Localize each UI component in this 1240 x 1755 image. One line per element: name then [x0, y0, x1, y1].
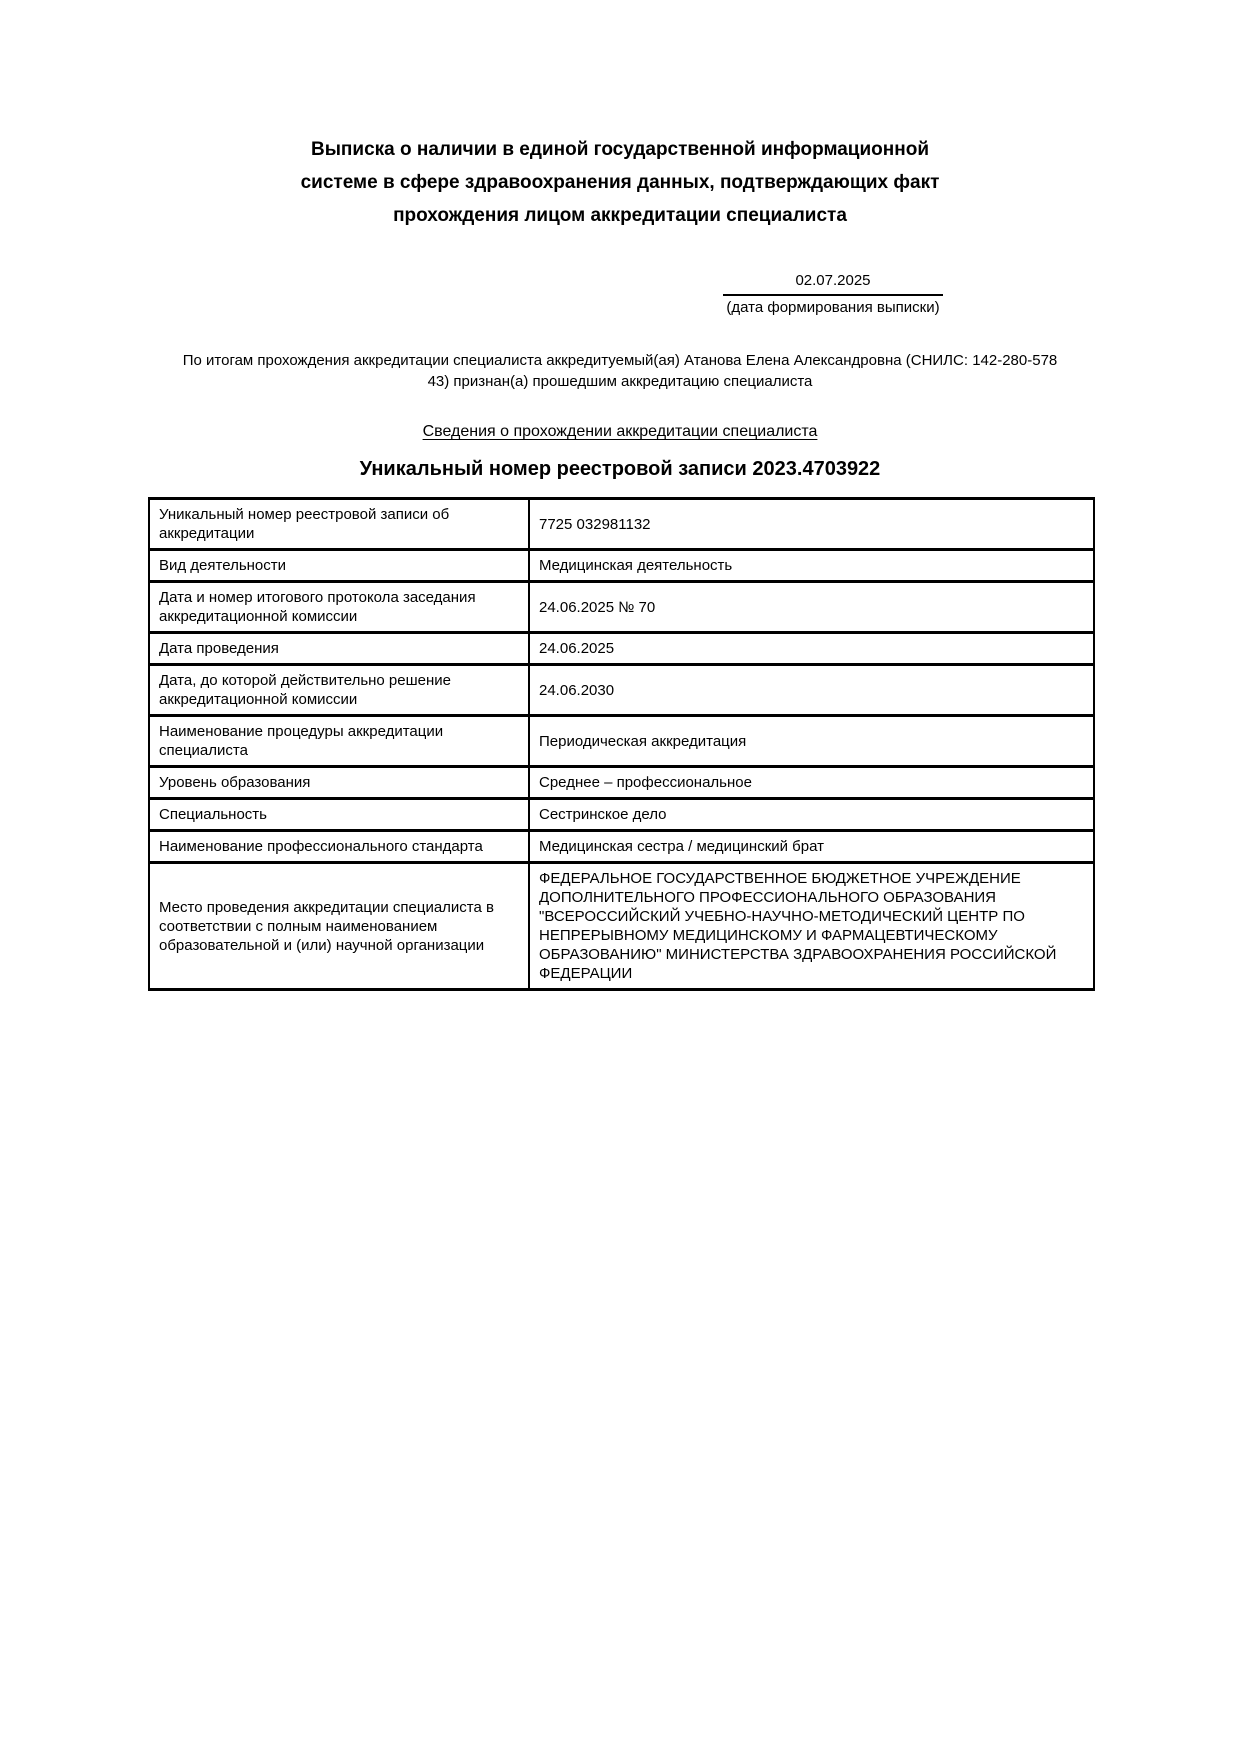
intro-line-2: 43) признан(а) прошедшим аккредитацию специалиста — [427, 373, 813, 390]
intro-paragraph — [0, 350, 1240, 392]
row-label: Специальность — [149, 799, 529, 831]
row-label: Уникальный номер реестровой записи об аккредитации — [149, 499, 529, 550]
title-line-3: прохождения лицом аккредитации специалиста — [393, 205, 847, 226]
registry-number-heading: Уникальный номер реестровой записи 2023.4703922 — [359, 458, 881, 480]
row-value: Медицинская сестра / медицинский брат — [529, 831, 1094, 863]
generation-date: 02.07.2025 — [723, 271, 943, 296]
title-line-2: системе в сфере здравоохранения данных, подтверждающих факт — [300, 172, 940, 193]
row-value: 24.06.2025 № 70 — [529, 582, 1094, 633]
title-line-1: Выписка о наличии в единой государственной информационной — [310, 139, 930, 160]
row-value: 24.06.2025 — [529, 633, 1094, 665]
generation-date-caption: (дата формирования выписки) — [726, 299, 940, 316]
row-value: Периодическая аккредитация — [529, 716, 1094, 767]
row-value: ФЕДЕРАЛЬНОЕ ГОСУДАРСТВЕННОЕ БЮДЖЕТНОЕ УЧРЕЖДЕНИЕ ДОПОЛНИТЕЛЬНОГО ПРОФЕССИОНАЛЬНОГО ОБРАЗОВАНИЯ "ВСЕРОССИЙСКИЙ УЧЕБНО-НАУЧНО-МЕТОДИЧЕСКИЙ ЦЕНТР ПО НЕПРЕРЫВНОМУ МЕДИЦИНСКОМУ И ФАРМАЦЕВТИЧЕСКОМУ ОБРАЗОВАНИЮ" МИНИСТЕРСТВА ЗДРАВООХРАНЕНИЯ РОССИЙСКОЙ ФЕДЕРАЦИИ — [529, 863, 1094, 990]
table-row-activity-type — [149, 550, 1094, 582]
table-row-date-held — [149, 633, 1094, 665]
generation-date-block — [703, 271, 963, 318]
accreditation-table — [148, 497, 1095, 991]
table-row-professional-standard — [149, 831, 1094, 863]
row-label: Дата проведения — [149, 633, 529, 665]
row-value: Среднее – профессиональное — [529, 767, 1094, 799]
row-label: Место проведения аккредитации специалиста в соответствии с полным наименованием образовательной и (или) научной организации — [149, 863, 529, 990]
table-row-valid-until — [149, 665, 1094, 716]
table-row-procedure-name — [149, 716, 1094, 767]
section-heading: Сведения о прохождении аккредитации специалиста — [422, 423, 818, 440]
document-title — [0, 133, 1240, 232]
table-row-specialty — [149, 799, 1094, 831]
row-value: 24.06.2030 — [529, 665, 1094, 716]
row-label: Дата и номер итогового протокола заседания аккредитационной комиссии — [149, 582, 529, 633]
table-row-protocol — [149, 582, 1094, 633]
row-label: Уровень образования — [149, 767, 529, 799]
row-value: Сестринское дело — [529, 799, 1094, 831]
row-label: Наименование процедуры аккредитации специалиста — [149, 716, 529, 767]
row-label: Вид деятельности — [149, 550, 529, 582]
table-row-registry-number — [149, 499, 1094, 550]
row-value: Медицинская деятельность — [529, 550, 1094, 582]
row-label: Дата, до которой действительно решение аккредитационной комиссии — [149, 665, 529, 716]
table-row-education-level — [149, 767, 1094, 799]
intro-line-1: По итогам прохождения аккредитации специалиста аккредитуемый(ая) Атанова Елена Александровна (СНИЛС: 142-280-578 — [182, 352, 1058, 369]
row-value: 7725 032981132 — [529, 499, 1094, 550]
row-label: Наименование профессионального стандарта — [149, 831, 529, 863]
table-row-accreditation-place — [149, 863, 1094, 990]
